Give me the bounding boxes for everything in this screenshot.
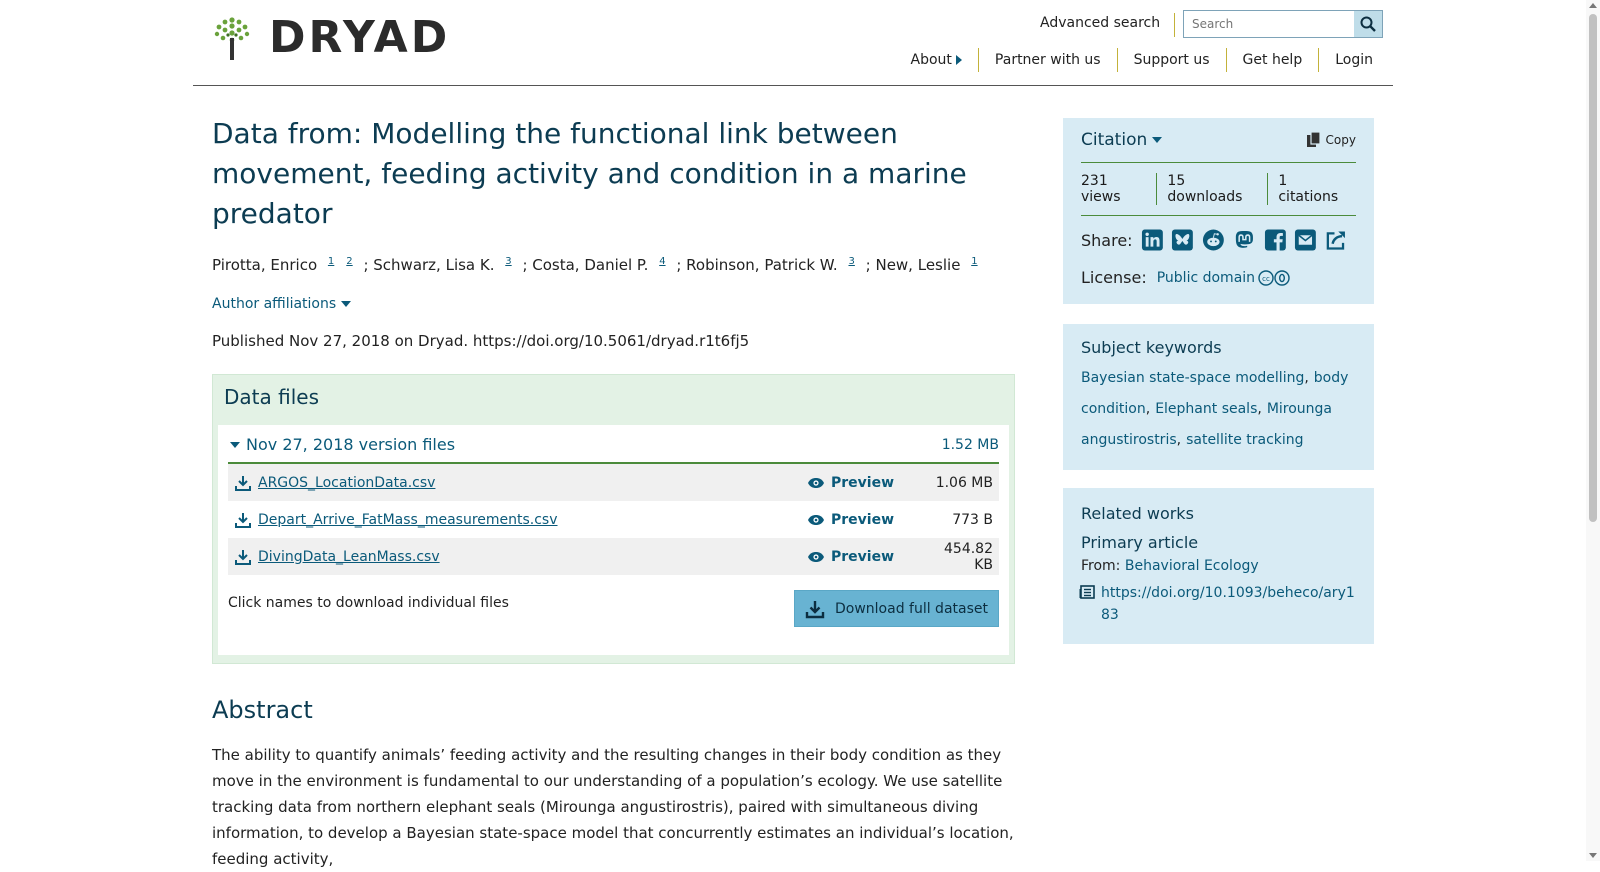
- search-button[interactable]: [1354, 11, 1382, 37]
- file-row: [228, 464, 999, 501]
- keyword-link[interactable]: body condition: [1081, 370, 1349, 417]
- related-from: [1081, 558, 1356, 574]
- keyword-list: [1081, 363, 1356, 456]
- preview-label: Preview: [831, 511, 895, 528]
- file-size: 454.82 KB: [944, 540, 993, 573]
- author-name: New, Leslie: [875, 256, 961, 274]
- download-icon[interactable]: [234, 548, 252, 566]
- preview-label: Preview: [831, 474, 895, 491]
- author-name: Schwarz, Lisa K.: [373, 256, 495, 274]
- related-from-label: From:: [1081, 558, 1121, 574]
- share-icon[interactable]: [1325, 228, 1348, 252]
- share-row: [1081, 228, 1356, 252]
- copy-label: Copy: [1325, 133, 1356, 147]
- file-size: 773 B: [952, 511, 993, 528]
- file-size: 1.06 MB: [935, 474, 993, 491]
- metrics-row: [1081, 163, 1356, 216]
- download-full-dataset-button[interactable]: [794, 590, 999, 627]
- logo-wordmark: DRYAD: [269, 12, 451, 63]
- caret-right-icon: [956, 55, 962, 65]
- nav-support[interactable]: Support us: [1117, 48, 1226, 72]
- license-link[interactable]: Public domain: [1156, 269, 1256, 286]
- file-name-link[interactable]: ARGOS_LocationData.csv: [258, 474, 436, 491]
- share-label: Share:: [1081, 230, 1133, 250]
- author-name: Pirotta, Enrico: [212, 256, 318, 274]
- eye-icon: [807, 514, 825, 526]
- download-hint: Click names to download individual files: [228, 594, 509, 611]
- keywords-panel: [1063, 324, 1374, 470]
- advanced-search-link[interactable]: Advanced search: [1040, 13, 1175, 37]
- copy-icon: [1307, 132, 1321, 148]
- download-icon[interactable]: [234, 474, 252, 492]
- nav-help[interactable]: Get help: [1226, 48, 1319, 72]
- nav-login[interactable]: Login: [1318, 48, 1381, 72]
- related-works-title: Related works: [1081, 504, 1194, 523]
- scrollbar-thumb[interactable]: [1589, 14, 1597, 522]
- primary-article-heading: Primary article: [1081, 533, 1199, 552]
- author-separator: ;: [865, 256, 876, 274]
- affiliation-ref[interactable]: 2: [346, 256, 353, 267]
- main-nav: [895, 48, 1381, 72]
- keyword-separator: ,: [1145, 401, 1151, 417]
- citation-label: Citation: [1081, 130, 1148, 150]
- author-name: Costa, Daniel P.: [532, 256, 649, 274]
- journal-link[interactable]: Behavioral Ecology: [1124, 558, 1259, 574]
- author-separator: ;: [522, 256, 533, 274]
- version-label: Nov 27, 2018 version files: [246, 435, 456, 454]
- download-icon[interactable]: [234, 511, 252, 529]
- affiliation-ref[interactable]: 1: [327, 256, 335, 267]
- author-list: [212, 256, 1015, 274]
- download-icon: [805, 599, 825, 619]
- copy-citation-button[interactable]: [1307, 132, 1356, 148]
- search-form: [1183, 10, 1383, 38]
- data-files-list: [218, 425, 1009, 655]
- preview-button[interactable]: [807, 549, 933, 565]
- caret-down-icon: [230, 442, 240, 448]
- scrollbar[interactable]: [1586, 0, 1600, 861]
- views-count: 231 views: [1081, 173, 1121, 205]
- linkedin-icon[interactable]: [1141, 228, 1164, 252]
- citation-toggle[interactable]: [1081, 130, 1162, 150]
- file-name-link[interactable]: DivingData_LeanMass.csv: [258, 548, 440, 565]
- tree-logo-icon: [213, 16, 251, 60]
- eye-icon: [807, 477, 825, 489]
- file-row: [228, 538, 999, 575]
- scroll-down-arrow-icon[interactable]: [1589, 853, 1597, 858]
- license-row: [1081, 268, 1356, 287]
- keyword-separator: ,: [1176, 432, 1182, 448]
- nav-about-label: About: [910, 52, 952, 68]
- citations-count: 1 citations: [1267, 173, 1356, 205]
- reddit-icon[interactable]: [1202, 228, 1225, 252]
- keyword-link[interactable]: Elephant seals: [1155, 401, 1258, 417]
- search-icon: [1360, 16, 1376, 32]
- site-header: [193, 0, 1393, 86]
- file-row: [228, 501, 999, 538]
- downloads-count: 15 downloads: [1156, 173, 1267, 205]
- doi-link[interactable]: https://doi.org/10.1093/beheco/ary183: [1101, 585, 1355, 623]
- abstract-text: The ability to quantify animals’ feeding activity and the resulting changes in their body condition as they move in the environment is fundamental to our understanding of a population’s ecology. We use satellite tracking data from northern elephant seals (Mirounga angustirostris), paired with simultaneous diving information, to develop a Bayesian state-space model that concurrently estimates an individual’s location, feeding activity,: [212, 746, 1014, 868]
- facebook-icon[interactable]: [1264, 228, 1287, 252]
- keyword-link[interactable]: Bayesian state-space modelling: [1081, 370, 1305, 386]
- citation-panel: [1063, 118, 1374, 304]
- bluesky-icon[interactable]: [1171, 228, 1194, 252]
- author-separator: ;: [676, 256, 687, 274]
- version-toggle[interactable]: [228, 435, 999, 464]
- publication-line: Published Nov 27, 2018 on Dryad. https://doi.org/10.5061/dryad.r1t6fj5: [212, 332, 750, 350]
- preview-button[interactable]: [807, 475, 933, 491]
- download-full-label: Download full dataset: [834, 600, 988, 617]
- author-affiliations-toggle[interactable]: [212, 296, 1015, 312]
- data-files-footer: [228, 590, 999, 627]
- keyword-link[interactable]: satellite tracking: [1186, 432, 1304, 448]
- affiliation-ref[interactable]: 3: [848, 256, 855, 267]
- data-files-panel: [212, 374, 1015, 664]
- license-label: License:: [1081, 268, 1147, 287]
- author-separator: ;: [363, 256, 374, 274]
- file-name-link[interactable]: Depart_Arrive_FatMass_measurements.csv: [258, 511, 558, 528]
- preview-label: Preview: [831, 548, 895, 565]
- search-input[interactable]: [1184, 11, 1354, 37]
- keyword-link[interactable]: Mirounga angustirostris: [1081, 401, 1333, 448]
- svg-text:cc: cc: [1262, 274, 1270, 283]
- related-doi: [1081, 582, 1356, 626]
- nav-about[interactable]: [895, 48, 978, 72]
- preview-button[interactable]: [807, 512, 933, 528]
- keyword-separator: ,: [1257, 401, 1262, 417]
- related-works-panel: [1063, 488, 1374, 644]
- email-icon[interactable]: [1294, 228, 1317, 252]
- cc-zero-icon: [1258, 270, 1290, 286]
- affiliation-ref[interactable]: 4: [659, 256, 666, 267]
- nav-partner[interactable]: Partner with us: [978, 48, 1117, 72]
- data-files-title: Data files: [224, 385, 319, 409]
- affiliation-ref[interactable]: 3: [505, 256, 512, 267]
- mastodon-icon[interactable]: [1233, 228, 1256, 252]
- page-title: Data from: Modelling the functional link between movement, feeding activity and condition in a marine predator: [212, 117, 967, 230]
- author-name: Robinson, Patrick W.: [686, 256, 838, 274]
- keywords-title: Subject keywords: [1081, 338, 1222, 357]
- article-icon: [1079, 585, 1095, 599]
- version-size: 1.52 MB: [941, 436, 999, 453]
- eye-icon: [807, 551, 825, 563]
- main-content: [212, 114, 1015, 872]
- author-affiliations-label: Author affiliations: [212, 296, 337, 312]
- scroll-up-arrow-icon[interactable]: [1589, 3, 1597, 8]
- caret-down-icon: [1152, 137, 1162, 143]
- dryad-logo[interactable]: [213, 12, 451, 63]
- abstract-heading: Abstract: [212, 696, 313, 724]
- caret-down-icon: [341, 301, 351, 307]
- keyword-separator: ,: [1304, 370, 1309, 386]
- affiliation-ref[interactable]: 1: [971, 256, 978, 267]
